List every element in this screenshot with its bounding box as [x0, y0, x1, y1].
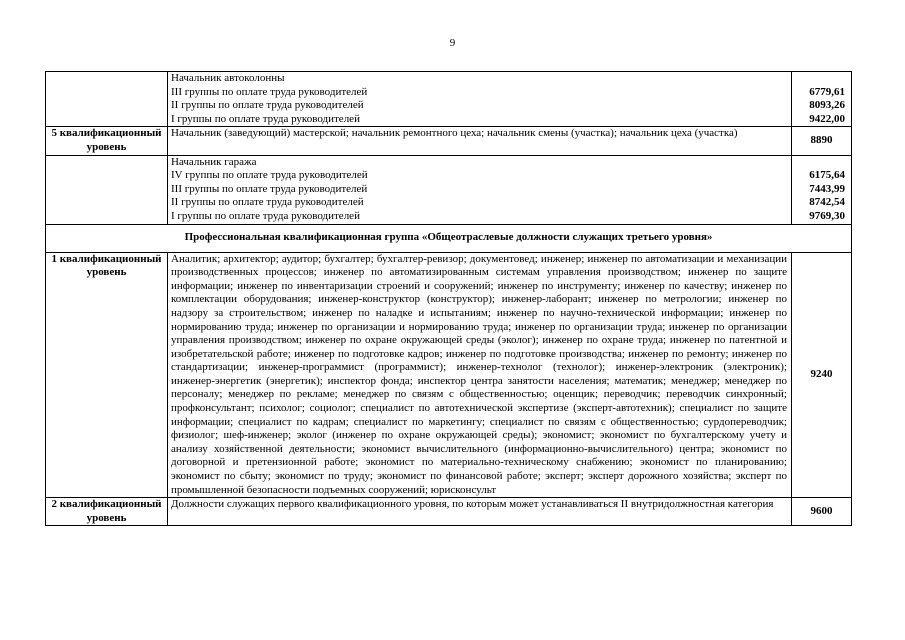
page-number: 9: [449, 37, 456, 49]
level-cell-empty: [46, 72, 168, 127]
salary-value: 9600: [792, 498, 852, 526]
table-row-group-header: [46, 224, 852, 252]
table-row-level-2: [46, 498, 852, 526]
position-line: III группы по оплате труда руководителей: [171, 182, 368, 195]
salary-value: [794, 72, 845, 86]
qualification-level: 5 квалификационный уровень: [46, 127, 168, 155]
position-description: Должности служащих первого квалификационного уровня, по которым может устанавливаться II внутридолжностная категория: [168, 498, 792, 526]
position-description: Аналитик; архитектор; аудитор; бухгалтер; бухгалтер-ревизор; документовед; инженер; инженер по автоматизации и механизации производственных процессов; инженер по автоматизированным системам управления производством; инженер по защите информации; инженер по инвентаризации строений и сооружений; инженер по инструменту; инженер по качеству; инженер по комплектации оборудования; инженер-конструктор (конструктор); инженер-лаборант; инженер по метрологии; инженер по надзору за строительством; инженер по наладке и испытаниям; инженер по научно-технической информации; инженер по нормированию труда; инженер по организации и нормированию труда; инженер по организации труда; инженер по организации управления производством; инженер по охране окружающей среды (эколог); инженер по охране труда; инженер по патентной и изобретательской работе; инженер по подготовке кадров; инженер по подготовке производства; инженер по ремонту; инженер по стандартизации; инженер-программист (программист); инженер-технолог (технолог); инженер-электроник (электроник); инженер-энергетик (энергетик); инспектор фонда; инспектор центра занятости населения; математик; менеджер; менеджер по персоналу; менеджер по рекламе; менеджер по связям с общественностью; оценщик; переводчик; переводчик синхронный; профконсультант; психолог; социолог; специалист по автотехнической экспертизе (эксперт-автотехник); специалист по защите информации; специалист по кадрам; специалист по маркетингу; специалист по связям с общественностью; сурдопереводчик; физиолог; шеф-инженер; эколог (инженер по охране окружающей среды); экономист; экономист по бухгалтерскому учету и анализу хозяйственной деятельности; экономист вычислительного (информационно-вычислительного) центра; экономист по договорной и претензионной работе; экономист по материально-техническому снабжению; экономист по планированию; экономист по сбыту; экономист по труду; экономист по финансовой работе; эксперт; эксперт дорожного хозяйства; эксперт по промышленной безопасности подъемных сооружений; юрисконсульт: [168, 252, 792, 498]
position-description: Начальник (заведующий) мастерской; начальник ремонтного цеха; начальник смены (участка); начальник цеха (участка): [168, 127, 792, 155]
salary-value: 8742,54: [809, 196, 845, 209]
salary-value: 9422,00: [809, 112, 845, 125]
salary-value: [794, 156, 845, 170]
salary-value: 9240: [792, 252, 852, 498]
position-line: I группы по оплате труда руководителей: [171, 112, 360, 125]
position-line: IV группы по оплате труда руководителей: [171, 169, 368, 182]
salary-value: 9769,30: [809, 209, 845, 222]
position-line: Начальник автоколонны: [171, 72, 285, 84]
salary-value: 7443,99: [809, 182, 845, 195]
table-row-level-5: [46, 127, 852, 155]
position-cell: [168, 155, 792, 224]
salary-value: 6175,64: [809, 169, 845, 182]
group-title: Профессиональная квалификационная группа «Общеотраслевые должности служащих третьего уровня»: [46, 224, 852, 252]
position-line: Начальник гаража: [171, 155, 257, 168]
salary-cell: [792, 72, 852, 127]
salary-value: 8093,26: [809, 99, 845, 112]
qualification-table: [45, 71, 852, 526]
salary-value: 6779,61: [809, 85, 845, 98]
position-line: I группы по оплате труда руководителей: [171, 209, 360, 222]
table-row-autocolumn-chief: [46, 72, 852, 127]
qualification-level: 2 квалификационный уровень: [46, 498, 168, 526]
position-line: III группы по оплате труда руководителей: [171, 85, 368, 98]
table-row-level-1: [46, 252, 852, 498]
salary-value: 8890: [792, 127, 852, 155]
position-line: II группы по оплате труда руководителей: [171, 99, 364, 112]
salary-cell: [792, 155, 852, 224]
level-cell-empty: [46, 155, 168, 224]
table-row-garage-chief: [46, 155, 852, 224]
position-cell: [168, 72, 792, 127]
qualification-level: 1 квалификационный уровень: [46, 252, 168, 498]
position-line: II группы по оплате труда руководителей: [171, 196, 364, 209]
